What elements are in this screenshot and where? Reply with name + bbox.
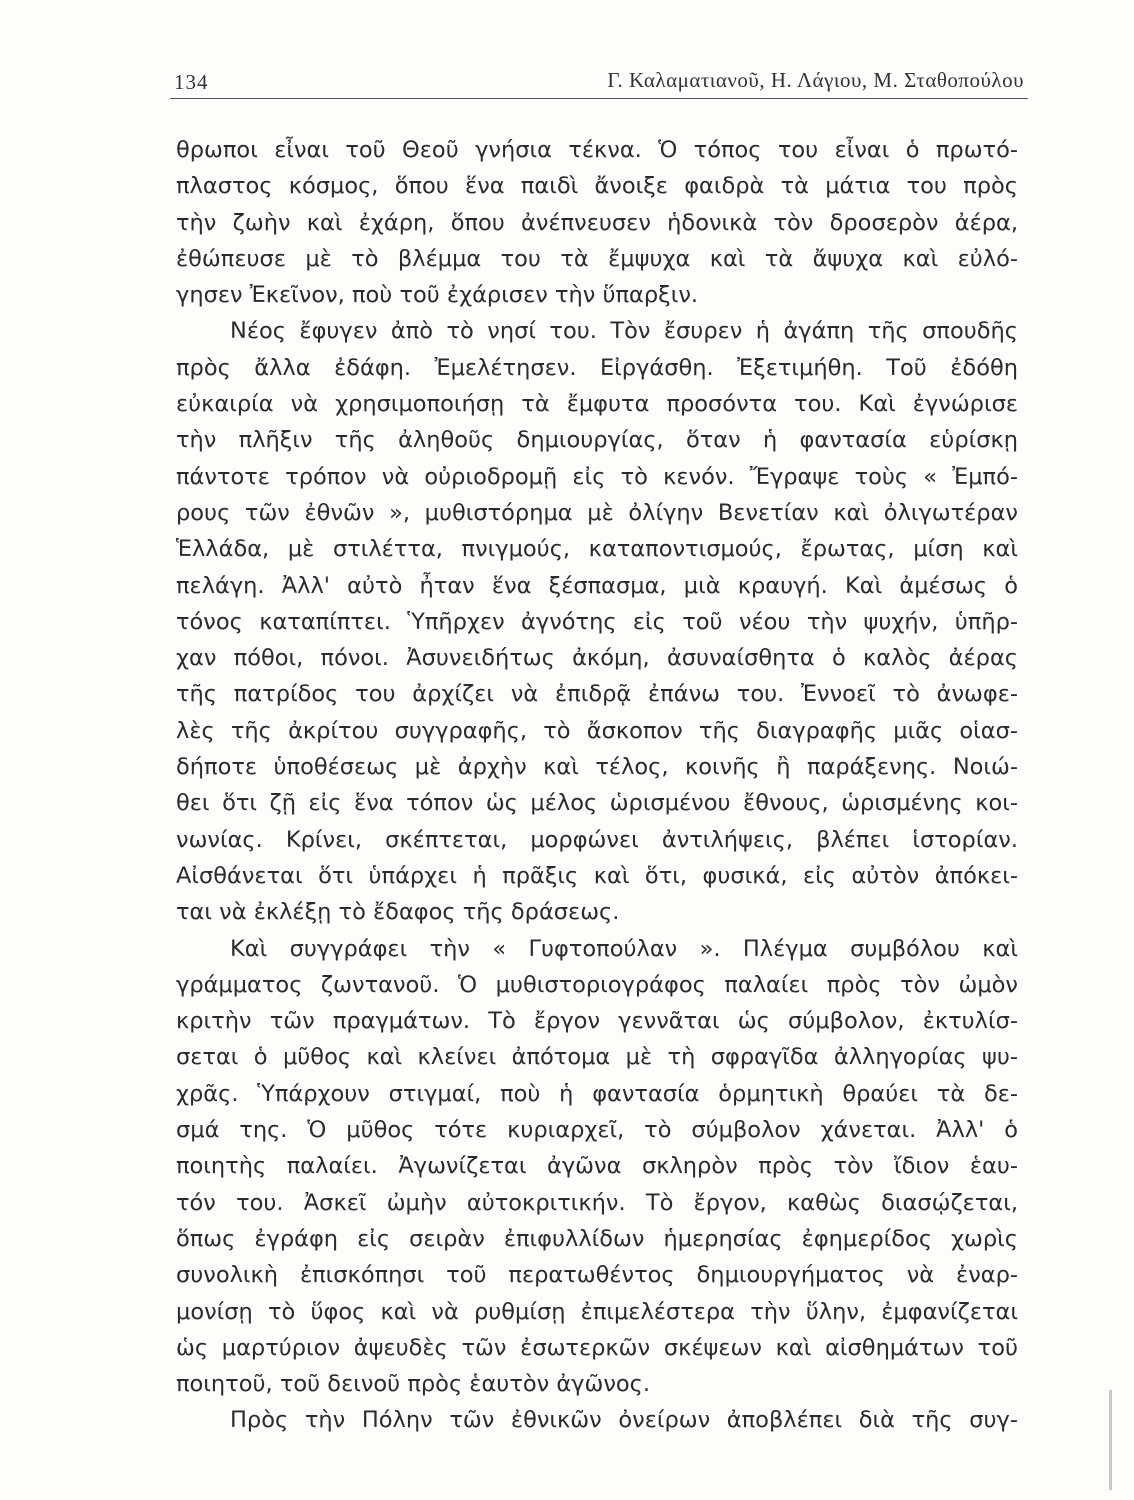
text-line: πελάγη. Ἀλλ' αὐτὸ ἦταν ἕνα ξέσπασμα, μιὰ κραυγή. Καὶ ἀμέσως ὁ [176, 572, 1018, 599]
text-line: νωνίας. Κρίνει, σκέπτεται, μορφώνει ἀντιλήψεις, βλέπει ἱστορίαν. [176, 826, 1018, 853]
text-line: δήποτε ὑποθέσεως μὲ ἀρχὴν καὶ τέλος, κοινῆς ἢ παράξενης. Νοιώ- [176, 754, 1018, 781]
text-line: ἐθώπευσε μὲ τὸ βλέμμα του τὰ ἔμψυχα καὶ τὰ ἄψυχα καὶ εὐλό- [176, 245, 1018, 272]
text-line: ται νὰ ἐκλέξῃ τὸ ἔδαφος τῆς δράσεως. [176, 899, 620, 926]
text-line: ὅπως ἐγράφη εἰς σειρὰν ἐπιφυλλίδων ἡμερησίας ἐφημερίδος χωρὶς [176, 1225, 1018, 1252]
paragraph-start-line: Νέος ἔφυγεν ἀπὸ τὸ νησί του. Τὸν ἔσυρεν ἡ ἀγάπη τῆς σπουδῆς [230, 318, 1018, 345]
text-line: χρᾶς. Ὑπάρχουν στιγμαί, ποὺ ἡ φαντασία ὁρμητικὴ θραύει τὰ δε- [176, 1080, 1018, 1107]
paragraph-start-line: Πρὸς τὴν Πόλην τῶν ἐθνικῶν ὀνείρων ἀποβλέπει διὰ τῆς συγ- [230, 1407, 1018, 1434]
text-line: ποιητοῦ, τοῦ δεινοῦ πρὸς ἑαυτὸν ἀγῶνος. [176, 1371, 651, 1398]
text-line: τῆς πατρίδος του ἀρχίζει νὰ ἐπιδρᾷ ἐπάνω του. Ἐννοεῖ τὸ ἀνωφε- [176, 681, 1018, 708]
scan-edge-mark [1109, 1390, 1112, 1490]
text-line: γράμματος ζωντανοῦ. Ὁ μυθιστοριογράφος παλαίει πρὸς τὸν ὠμὸν [176, 971, 1018, 998]
body-text [176, 132, 1018, 1439]
text-line: ποιητὴς παλαίει. Ἀγωνίζεται ἀγῶνα σκληρὸν πρὸς τὸν ἴδιον ἑαυ- [176, 1153, 1018, 1180]
text-line: τὴν ζωὴν καὶ ἐχάρη, ὅπου ἀνέπνευσεν ἡδονικὰ τὸν δροσερὸν ἀέρα, [176, 209, 1018, 236]
text-line: Ἑλλάδα, μὲ στιλέττα, πνιγμούς, καταποντισμούς, ἔρωτας, μίση καὶ [176, 536, 1018, 563]
text-line: θρωποι εἶναι τοῦ Θεοῦ γνήσια τέκνα. Ὁ τόπος του εἶναι ὁ πρωτό- [176, 137, 1018, 163]
running-head-authors: Γ. Καλαματιανοῦ, Η. Λάγιου, Μ. Σταθοπούλου [607, 68, 1024, 92]
text-line: γησεν Ἐκεῖνον, ποὺ τοῦ ἐχάρισεν τὴν ὕπαρξιν. [176, 282, 699, 309]
text-line: ρους τῶν ἐθνῶν », μυθιστόρημα μὲ ὀλίγην Βενετίαν καὶ ὀλιγωτέραν [176, 499, 1018, 526]
text-line: πλαστος κόσμος, ὅπου ἕνα παιδὶ ἄνοιξε φαιδρὰ τὰ μάτια του πρὸς [176, 173, 1018, 200]
page-number: 134 [174, 70, 209, 94]
text-line: λὲς τῆς ἀκρίτου συγγραφῆς, τὸ ἄσκοπον τῆς διαγραφῆς μιᾶς οἱασ- [176, 717, 1018, 744]
text-line: θει ὅτι ζῇ εἰς ἕνα τόπον ὡς μέλος ὡρισμένου ἔθνους, ὡρισμένης κοι- [176, 790, 1018, 817]
text-line: εὐκαιρία νὰ χρησιμοποιήσῃ τὰ ἔμφυτα προσόντα του. Καὶ ἐγνώρισε [176, 391, 1018, 418]
text-line: τόν του. Ἀσκεῖ ὠμὴν αὐτοκριτικήν. Τὸ ἔργον, καθὼς διασῴζεται, [176, 1189, 1018, 1216]
text-line: τόνος καταπίπτει. Ὑπῆρχεν ἀγνότης εἰς τοῦ νέου τὴν ψυχήν, ὑπῆρ- [176, 608, 1018, 635]
text-line: τὴν πλῆξιν τῆς ἀληθοῦς δημιουργίας, ὅταν ἡ φαντασία εὑρίσκῃ [176, 427, 1018, 454]
text-line: κριτὴν τῶν πραγμάτων. Τὸ ἔργον γεννᾶται ὡς σύμβολον, ἐκτυλίσ- [176, 1008, 1018, 1035]
text-line: ὡς μαρτύριον ἀψευδὲς τῶν ἐσωτερκῶν σκέψεων καὶ αἰσθημάτων τοῦ [176, 1334, 1018, 1361]
text-line: σμά της. Ὁ μῦθος τότε κυριαρχεῖ, τὸ σύμβολον χάνεται. Ἀλλ' ὁ [176, 1117, 1018, 1144]
text-line: πάντοτε τρόπον νὰ οὐριοδρομῇ εἰς τὸ κενόν. Ἔγραψε τοὺς « Ἐμπό- [176, 463, 1018, 490]
text-line: συνολικὴ ἐπισκόπησι τοῦ περατωθέντος δημιουργήματος νὰ ἐναρ- [176, 1262, 1018, 1289]
text-line: σεται ὁ μῦθος καὶ κλείνει ἀπότομα μὲ τὴ σφραγῖδα ἀλληγορίας ψυ- [176, 1044, 1018, 1071]
paragraph-start-line: Καὶ συγγράφει τὴν « Γυφτοπούλαν ». Πλέγμα συμβόλου καὶ [230, 935, 1018, 962]
text-line: χαν πόθοι, πόνοι. Ἀσυνειδήτως ἀκόμη, ἀσυναίσθητα ὁ καλὸς ἀέρας [176, 645, 1018, 672]
text-line: πρὸς ἄλλα ἐδάφη. Ἐμελέτησεν. Εἰργάσθη. Ἐξετιμήθη. Τοῦ ἐδόθη [176, 354, 1018, 381]
page-header [170, 58, 1028, 99]
text-line: μονίσῃ τὸ ὕφος καὶ νὰ ρυθμίσῃ ἐπιμελέστερα τὴν ὕλην, ἐμφανίζεται [176, 1298, 1018, 1325]
text-line: Αἰσθάνεται ὅτι ὑπάρχει ἡ πρᾶξις καὶ ὅτι, φυσικά, εἰς αὐτὸν ἀπόκει- [176, 862, 1018, 889]
